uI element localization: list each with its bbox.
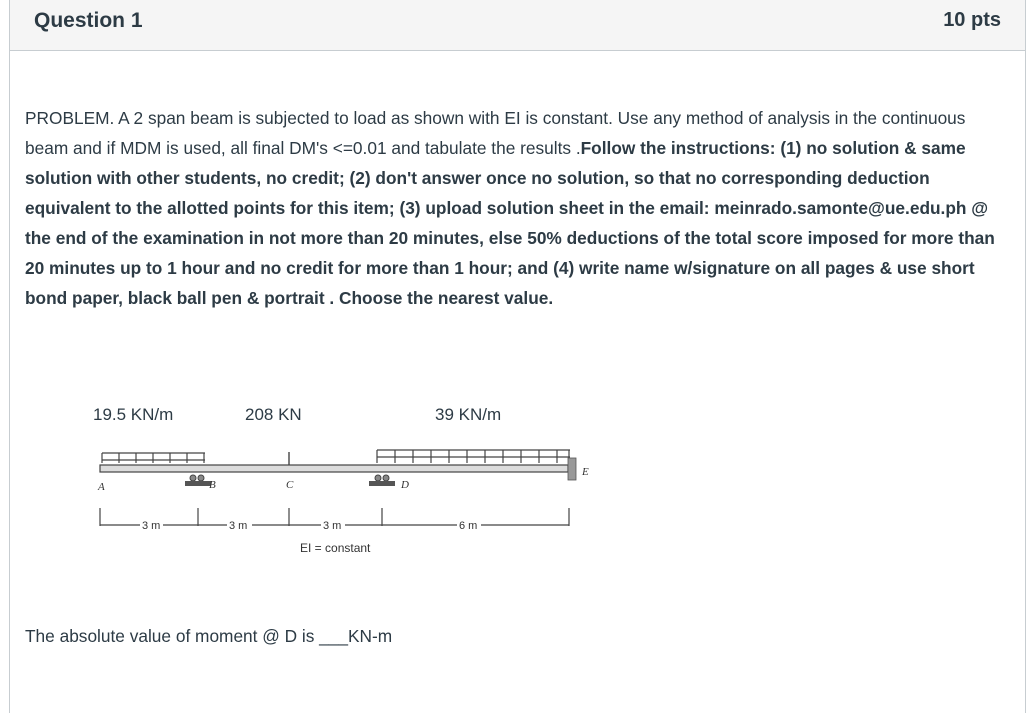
label-a: A: [98, 481, 105, 493]
label-b: B: [209, 479, 216, 491]
instructions-text: Follow the instructions: (1) no solution & same solution with other students, no credit; (2) don't answer once no solution, so that no corresponding deduction equivalent to the allotted points for this item; (3) upload solution sheet in the email: meinrado.samonte@ue.edu.ph @ the end of the examination in not more than 20 minutes, else 50% deductions of the total score imposed for more than 20 minutes up to 1 hour and no credit for more than 1 hour; and (4) write name w/signature on all pages & use short bond paper, black ball pen & portrait . Choose the nearest value.: [25, 138, 995, 308]
span-de: 6 m: [459, 520, 478, 532]
label-c: C: [286, 479, 294, 491]
support-d: [369, 475, 395, 486]
span-cd: 3 m: [323, 520, 342, 532]
udl-left-label: 19.5 KN/m: [93, 405, 174, 424]
ei-constant: EI = constant: [300, 541, 371, 555]
question-title: Question 1: [34, 9, 143, 32]
problem-text: PROBLEM. A 2 span beam is subjected to load as shown with EI is constant. Use any method of analysis in the continuous beam and if MDM is used, all final DM's <=0.01 and tabulate the results .: [25, 108, 966, 158]
udl-right-label: 39 KN/m: [435, 405, 502, 424]
udl-right-arrows: [377, 450, 570, 463]
udl-left-arrows: [102, 453, 205, 463]
problem-statement: [25, 103, 1000, 313]
fixed-support-e: [568, 458, 576, 480]
label-e: E: [582, 466, 589, 478]
label-d: D: [401, 479, 409, 491]
beam: [100, 465, 568, 472]
beam-diagram: [85, 400, 605, 570]
answer-prompt: The absolute value of moment @ D is ___KN-m: [25, 626, 393, 646]
span-bc: 3 m: [229, 520, 248, 532]
question-points: 10 pts: [943, 9, 1001, 31]
span-ab: 3 m: [142, 520, 161, 532]
beam-drawing: [85, 400, 605, 570]
point-load-label: 208 KN: [245, 405, 302, 424]
question-header: [10, 0, 1025, 51]
support-b: [185, 475, 211, 486]
